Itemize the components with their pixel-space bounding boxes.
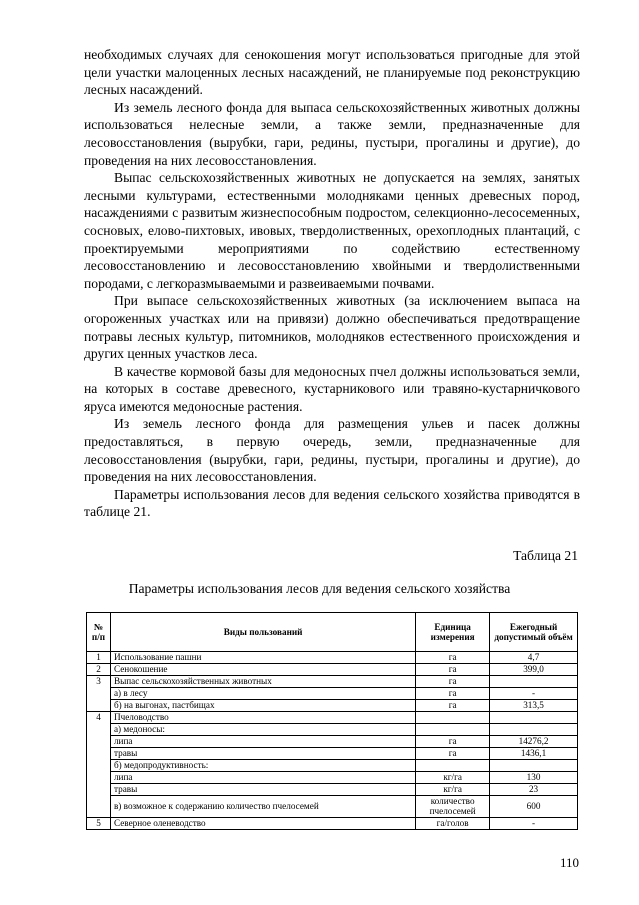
table-row xyxy=(87,736,578,748)
cell-usage-type: б) медопродуктивность: xyxy=(110,760,415,772)
cell-unit xyxy=(416,712,490,724)
cell-usage-type: липа xyxy=(110,772,415,784)
table-row xyxy=(87,724,578,736)
cell-value xyxy=(490,676,578,688)
header-unit: Единица измерения xyxy=(416,613,490,652)
paragraph: При выпасе сельскохозяйственных животных (за исключением выпаса на огороженных участках или на привязи) должно обеспечиваться предотвращение потравы лесных культур, питомников, молодняков естественного происхождения и других ценных участков леса. xyxy=(84,293,580,362)
cell-value xyxy=(490,760,578,772)
cell-value: 399,0 xyxy=(490,664,578,676)
cell-number: 3 xyxy=(87,676,111,712)
table-row xyxy=(87,688,578,700)
parameters-table xyxy=(86,612,578,830)
header-annual-volume: Ежегодный допустимый объём xyxy=(490,613,578,652)
table-title: Параметры использования лесов для ведения сельского хозяйства xyxy=(128,581,511,596)
cell-unit: га xyxy=(416,676,490,688)
cell-usage-type: травы xyxy=(110,784,415,796)
cell-usage-type: липа xyxy=(110,736,415,748)
table-row xyxy=(87,784,578,796)
body-text xyxy=(84,46,580,521)
cell-usage-type: а) медоносы: xyxy=(110,724,415,736)
cell-usage-type: Северное оленеводство xyxy=(110,817,415,829)
table-row xyxy=(87,652,578,664)
cell-usage-type: в) возможное к содержанию количество пчелосемей xyxy=(110,796,415,818)
cell-usage-type: б) на выгонах, пастбищах xyxy=(110,700,415,712)
header-number: № п/п xyxy=(87,613,111,652)
cell-unit: га xyxy=(416,736,490,748)
cell-usage-type: Использование пашни xyxy=(110,652,415,664)
cell-value xyxy=(490,712,578,724)
paragraph: В качестве кормовой базы для медоносных пчел должны использоваться земли, на которых в составе древесного, кустарникового или травяно-кустарничкового яруса имеются медоносные растения. xyxy=(84,363,580,414)
cell-number: 4 xyxy=(87,712,111,818)
cell-unit xyxy=(416,760,490,772)
table-row xyxy=(87,700,578,712)
cell-unit: га xyxy=(416,688,490,700)
table-row xyxy=(87,796,578,818)
cell-value: 1436,1 xyxy=(490,748,578,760)
cell-unit: количество пчелосемей xyxy=(416,796,490,818)
cell-value: - xyxy=(490,688,578,700)
table-caption: Таблица 21 xyxy=(513,548,578,563)
cell-unit: га xyxy=(416,700,490,712)
cell-number: 5 xyxy=(87,817,111,829)
header-usage-type: Виды пользований xyxy=(110,613,415,652)
cell-unit: га/голов xyxy=(416,817,490,829)
table-row xyxy=(87,748,578,760)
table-row xyxy=(87,772,578,784)
cell-value: 23 xyxy=(490,784,578,796)
cell-unit: га xyxy=(416,748,490,760)
cell-value: 4,7 xyxy=(490,652,578,664)
table-row xyxy=(87,817,578,829)
cell-unit: кг/га xyxy=(416,772,490,784)
cell-unit: га xyxy=(416,664,490,676)
paragraph: Выпас сельскохозяйственных животных не допускается на землях, занятых лесными культурами, естественными молодняками ценных древесных пород, насаждениями с развитым жизнеспособным подростом, селекционно-лесосеменных, сосновых, елово-пихтовых, ивовых, твердолиственных, орехоплодных плантаций, с проектируемыми мероприятиями по содействию естественному лесовосстановлению и лесовосстановлению хвойными и твердолиственными породами, с легкоразмываемыми и развеиваемыми почвами. xyxy=(84,170,580,291)
cell-number: 1 xyxy=(87,652,111,664)
table-row xyxy=(87,712,578,724)
cell-usage-type: Выпас сельскохозяйственных животных xyxy=(110,676,415,688)
table-header-row xyxy=(87,613,578,652)
cell-unit: га xyxy=(416,652,490,664)
cell-number: 2 xyxy=(87,664,111,676)
paragraph: Из земель лесного фонда для размещения ульев и пасек должны предоставляться, в первую очередь, земли, предназначенные для лесовосстановления (вырубки, гари, редины, пустыри, прогалины и другие), до проведения на них лесовосстановления. xyxy=(84,416,580,485)
cell-value: 600 xyxy=(490,796,578,818)
cell-usage-type: Пчеловодство xyxy=(110,712,415,724)
cell-unit: кг/га xyxy=(416,784,490,796)
table-row xyxy=(87,676,578,688)
cell-value: 313,5 xyxy=(490,700,578,712)
cell-unit xyxy=(416,724,490,736)
cell-usage-type: а) в лесу xyxy=(110,688,415,700)
cell-usage-type: травы xyxy=(110,748,415,760)
page-number: 110 xyxy=(559,855,579,870)
paragraph: Параметры использования лесов для ведения сельского хозяйства приводятся в таблице 21. xyxy=(84,486,580,520)
cell-value: 14276,2 xyxy=(490,736,578,748)
table-row xyxy=(87,664,578,676)
cell-value xyxy=(490,724,578,736)
cell-value: 130 xyxy=(490,772,578,784)
table-row xyxy=(87,760,578,772)
cell-value: - xyxy=(490,817,578,829)
paragraph: Из земель лесного фонда для выпаса сельскохозяйственных животных должны использоваться нелесные земли, а также земли, предназначенные для лесовосстановления (вырубки, гари, редины, пустыри, прогалины и другие), до проведения на них лесовосстановления. xyxy=(84,99,580,168)
cell-usage-type: Сенокошение xyxy=(110,664,415,676)
paragraph: необходимых случаях для сенокошения могут использоваться пригодные для этой цели участки малоценных лесных насаждений, не планируемые под реконструкцию лесных насаждений. xyxy=(84,47,580,98)
